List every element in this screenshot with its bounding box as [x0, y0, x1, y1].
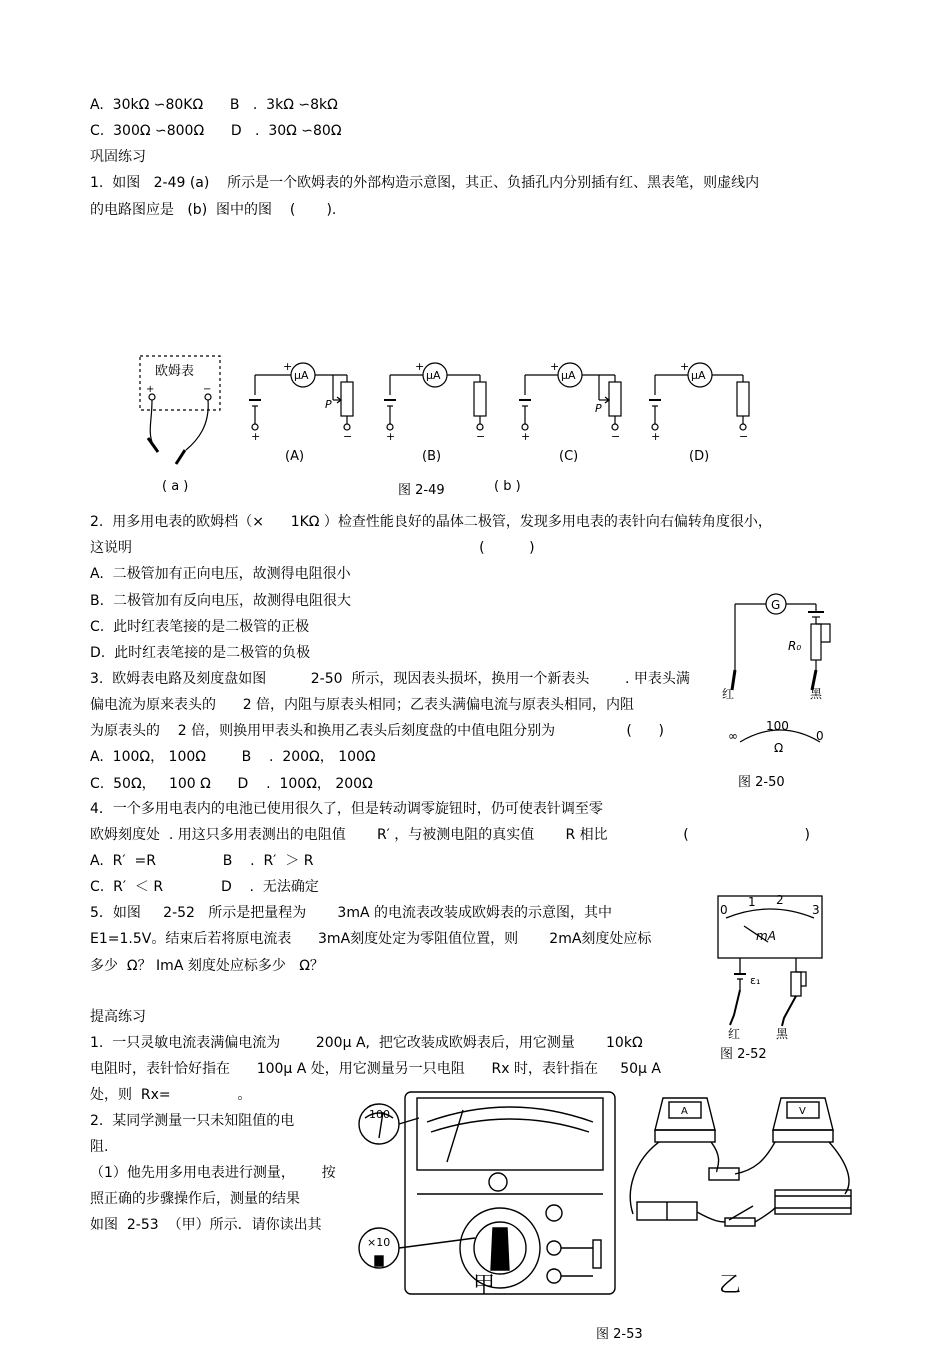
meter-label-c: μA: [561, 369, 576, 382]
sub-label-a: ( a ): [162, 479, 189, 494]
figure-2-53-left: [355, 1088, 620, 1298]
q2-line1: 2. 用多用电表的欧姆档（× 1KΩ ）检查性能良好的晶体二极管，发现多用电表的表针向右偏转角度很小，: [90, 514, 772, 530]
q3-line3: 为原表头的 2 倍，则换用甲表头和换用乙表头后刻度盘的中值电阻分别为 ( ): [90, 723, 664, 739]
adv2-line3: （1）他先用多用电表进行测量， 按: [90, 1165, 336, 1181]
svg-text:+: +: [251, 430, 261, 443]
svg-text:+: +: [283, 360, 293, 373]
q4-line2: 欧姆刻度处 . 用这只多用表测出的电阻值 R′ ，与被测电阻的真实值 R 相比 ( ): [90, 827, 810, 843]
q5-line1: 5．如图 2-52 所示是把量程为 3mA 的电流表改装成欧姆表的示意图，其中: [90, 905, 613, 921]
q3-options-cd: C. 50Ω， 100 Ω D . 100Ω， 200Ω: [90, 776, 373, 792]
figure-2-49-drawing: [130, 350, 770, 500]
panel-label-b: (B): [422, 449, 442, 464]
q2-line2: 这说明 ( ): [90, 540, 535, 556]
figure-2-49-caption: 图 2-49: [398, 483, 445, 498]
voltmeter-label: V: [799, 1106, 806, 1117]
q2-option-a: A. 二极管加有正向电压，故测得电阻很小: [90, 566, 351, 582]
q1-line1: 1. 如图 2-49 (a) 所示是一个欧姆表的外部构造示意图，其正、负插孔内分别插有红、黑表笔，则虚线内: [90, 175, 760, 191]
adv2-line1: 2. 某同学测量一只未知阻值的电: [90, 1113, 295, 1129]
panel-label-d: (D): [689, 449, 710, 464]
figure-2-53-left-label: 甲: [473, 1273, 496, 1298]
adv2-line2: 阻.: [90, 1139, 109, 1155]
figure-2-50-caption: 图 2-50: [738, 775, 785, 790]
panel-label-a: (A): [285, 449, 305, 464]
figure-2-50: [720, 590, 840, 795]
section-heading-practice: 巩固练习: [90, 149, 146, 165]
meter-label-d: μA: [691, 369, 706, 382]
svg-text:−: −: [611, 430, 621, 443]
q-options-cd: C. 300Ω ∽800Ω D . 30Ω ∽80Ω: [90, 123, 342, 139]
svg-text:+: +: [550, 360, 560, 373]
figure-2-52-caption: 图 2-52: [720, 1047, 767, 1062]
q2-option-d: D. 此时红表笔接的是二极管的负极: [90, 645, 311, 661]
scale-infinity: ∞: [728, 729, 738, 743]
svg-text:−: −: [203, 384, 212, 395]
adv2-line4: 照正确的步骤操作后，测量的结果: [90, 1191, 300, 1207]
resistor-r0-label: R₀: [788, 639, 802, 653]
multimeter-drawing: [355, 1088, 620, 1298]
tick-0: 0: [720, 903, 728, 917]
meter-label-a: μA: [294, 369, 309, 382]
battery-label: ε₁: [750, 974, 761, 987]
q3-line2: 偏电流为原来表头的 2 倍，内阻与原表头相同；乙表头满偏电流与原表头相同，内阻: [90, 697, 635, 713]
figure-2-52: [710, 890, 830, 1065]
meter-label-b: μA: [426, 369, 441, 382]
adv1-line2: 电阻时，表针恰好指在 100μ A 处，用它测量另一只电阻 Rx 时，表针指在 50μ A: [90, 1061, 661, 1077]
svg-text:+: +: [651, 430, 661, 443]
svg-text:−: −: [476, 430, 486, 443]
tick-2: 2: [776, 893, 784, 907]
zoom-range-label: ×10: [367, 1236, 391, 1249]
scale-mid: 100: [766, 719, 789, 733]
meter-unit-ma: mA: [756, 929, 776, 943]
adv1-line3: 处，则 Rx= 。: [90, 1087, 252, 1103]
figure-2-49: [130, 350, 770, 500]
q2-option-c: C. 此时红表笔接的是二极管的正极: [90, 619, 310, 635]
ohmmeter-box-label: 欧姆表: [155, 364, 195, 379]
q5-line3: 多少 Ω？ ImA 刻度处应标多少 Ω？: [90, 958, 324, 974]
svg-text:+: +: [386, 430, 396, 443]
circuit-setup-drawing: [625, 1090, 865, 1240]
ammeter-label: A: [681, 1106, 688, 1117]
slider-label-a: P: [325, 398, 332, 411]
galvanometer-label: G: [771, 598, 781, 612]
scale-unit: Ω: [774, 741, 784, 755]
svg-text:−: −: [343, 430, 353, 443]
red-probe-label: 红: [722, 687, 735, 701]
q3-options-ab: A. 100Ω， 100Ω B . 200Ω， 100Ω: [90, 749, 376, 765]
scale-zero: 0: [816, 729, 824, 743]
zoom-reading: 100: [369, 1108, 390, 1121]
svg-text:+: +: [146, 384, 155, 395]
figure-2-53-right-label: 乙: [719, 1273, 742, 1298]
sub-label-b: ( b ): [494, 479, 521, 494]
q4-options-cd: C. R′ ＜ R D . 无法确定: [90, 879, 319, 895]
svg-text:−: −: [739, 430, 749, 443]
svg-text:+: +: [415, 360, 425, 373]
q4-options-ab: A. R′ =R B . R′ ＞ R: [90, 853, 314, 869]
figure-2-53-caption: 图 2-53: [596, 1327, 643, 1342]
tick-3: 3: [812, 903, 820, 917]
red-label: 红: [728, 1027, 741, 1041]
slider-label-c: P: [595, 402, 602, 415]
tick-1: 1: [748, 895, 756, 909]
adv1-line1: 1. 一只灵敏电流表满偏电流为 200μ A, 把它改装成欧姆表后，用它测量 10kΩ: [90, 1035, 643, 1051]
q4-line1: 4．一个多用电表内的电池已使用很久了，但是转动调零旋钮时，仍可使表针调至零: [90, 801, 603, 817]
section-heading-advanced: 提高练习: [90, 1009, 146, 1025]
svg-text:+: +: [680, 360, 690, 373]
adv2-line5: 如图 2-53 （甲）所示．请你读出其: [90, 1217, 322, 1233]
figure-2-50-drawing: [720, 590, 840, 795]
q1-line2: 的电路图应是 (b) 图中的图 ( ).: [90, 202, 337, 218]
panel-label-c: (C): [559, 449, 579, 464]
q3-line1: 3. 欧姆表电路及刻度盘如图 2-50 所示，现因表头损坏，换用一个新表头 . 甲表头满: [90, 671, 690, 687]
svg-text:+: +: [521, 430, 531, 443]
q-options-ab: A. 30kΩ ∽80KΩ B . 3kΩ ∽8kΩ: [90, 97, 338, 113]
black-label: 黑: [776, 1027, 789, 1041]
figure-2-52-drawing: [710, 890, 830, 1065]
black-probe-label: 黑: [810, 687, 823, 701]
q2-option-b: B. 二极管加有反向电压，故测得电阻很大: [90, 593, 351, 609]
q5-line2: E1=1.5V。结束后若将原电流表 3mA刻度处定为零阻值位置，则 2mA刻度处应标: [90, 931, 652, 947]
figure-2-53-right: [625, 1090, 865, 1298]
